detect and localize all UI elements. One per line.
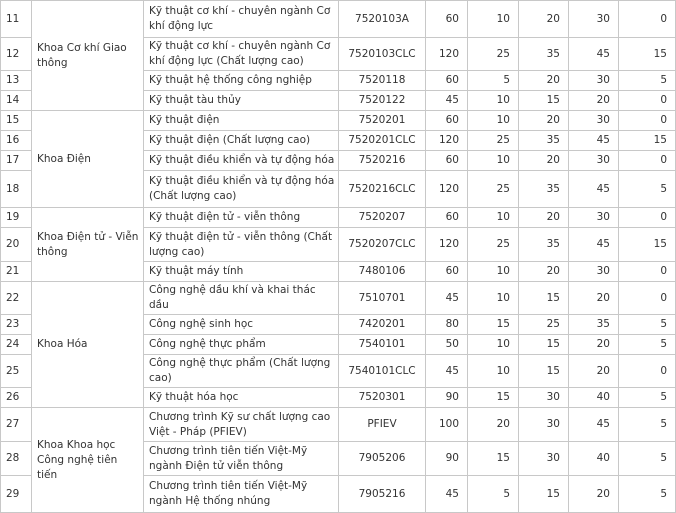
major-cell: Kỹ thuật điện tử - viễn thông xyxy=(144,208,339,228)
major-code-cell: 7510701 xyxy=(339,282,426,315)
table-row xyxy=(1,282,676,315)
value-cell: 10 xyxy=(468,282,519,315)
row-number: 19 xyxy=(1,208,32,228)
value-cell: 45 xyxy=(569,171,619,208)
faculty-cell: Khoa Điện xyxy=(32,111,144,208)
major-code-cell: 7520201 xyxy=(339,111,426,131)
value-cell: 35 xyxy=(519,131,569,151)
value-cell: 0 xyxy=(619,262,676,282)
major-code-cell: 7540101 xyxy=(339,335,426,355)
value-cell: 5 xyxy=(468,476,519,513)
value-cell: 45 xyxy=(426,91,468,111)
value-cell: 20 xyxy=(519,1,569,38)
row-number: 21 xyxy=(1,262,32,282)
value-cell: 20 xyxy=(468,408,519,442)
row-number: 29 xyxy=(1,476,32,513)
value-cell: 15 xyxy=(468,388,519,408)
value-cell: 25 xyxy=(468,171,519,208)
value-cell: 30 xyxy=(569,151,619,171)
major-code-cell: 7520216 xyxy=(339,151,426,171)
table-row xyxy=(1,208,676,228)
value-cell: 15 xyxy=(619,228,676,262)
value-cell: 45 xyxy=(569,38,619,71)
value-cell: 15 xyxy=(619,131,676,151)
faculty-cell: Khoa Hóa xyxy=(32,282,144,408)
value-cell: 0 xyxy=(619,151,676,171)
value-cell: 35 xyxy=(569,315,619,335)
value-cell: 20 xyxy=(519,111,569,131)
value-cell: 5 xyxy=(619,71,676,91)
major-cell: Kỹ thuật hệ thống công nghiệp xyxy=(144,71,339,91)
value-cell: 0 xyxy=(619,208,676,228)
row-number: 20 xyxy=(1,228,32,262)
value-cell: 35 xyxy=(519,228,569,262)
value-cell: 5 xyxy=(619,476,676,513)
value-cell: 25 xyxy=(468,228,519,262)
value-cell: 45 xyxy=(426,476,468,513)
value-cell: 60 xyxy=(426,1,468,38)
value-cell: 60 xyxy=(426,71,468,91)
major-code-cell: 7520207CLC xyxy=(339,228,426,262)
value-cell: 25 xyxy=(468,131,519,151)
major-cell: Kỹ thuật điện tử - viễn thông (Chất lượng cao) xyxy=(144,228,339,262)
value-cell: 15 xyxy=(468,315,519,335)
value-cell: 20 xyxy=(569,282,619,315)
table-body xyxy=(1,1,676,513)
major-cell: Công nghệ thực phẩm (Chất lượng cao) xyxy=(144,355,339,388)
major-cell: Chương trình tiên tiến Việt-Mỹ ngành Hệ thống nhúng xyxy=(144,476,339,513)
major-code-cell: 7520122 xyxy=(339,91,426,111)
value-cell: 15 xyxy=(519,335,569,355)
value-cell: 20 xyxy=(519,71,569,91)
value-cell: 5 xyxy=(619,171,676,208)
value-cell: 40 xyxy=(569,442,619,476)
major-cell: Kỹ thuật điều khiển và tự động hóa (Chất lượng cao) xyxy=(144,171,339,208)
row-number: 17 xyxy=(1,151,32,171)
value-cell: 60 xyxy=(426,208,468,228)
value-cell: 20 xyxy=(519,262,569,282)
value-cell: 30 xyxy=(519,408,569,442)
value-cell: 120 xyxy=(426,131,468,151)
row-number: 23 xyxy=(1,315,32,335)
major-code-cell: PFIEV xyxy=(339,408,426,442)
major-cell: Kỹ thuật hóa học xyxy=(144,388,339,408)
value-cell: 5 xyxy=(619,388,676,408)
major-code-cell: 7520207 xyxy=(339,208,426,228)
value-cell: 100 xyxy=(426,408,468,442)
value-cell: 20 xyxy=(569,91,619,111)
row-number: 11 xyxy=(1,1,32,38)
value-cell: 20 xyxy=(569,476,619,513)
value-cell: 10 xyxy=(468,91,519,111)
value-cell: 45 xyxy=(426,355,468,388)
value-cell: 30 xyxy=(569,71,619,91)
row-number: 14 xyxy=(1,91,32,111)
value-cell: 35 xyxy=(519,171,569,208)
major-code-cell: 7905206 xyxy=(339,442,426,476)
value-cell: 0 xyxy=(619,1,676,38)
value-cell: 5 xyxy=(619,408,676,442)
row-number: 13 xyxy=(1,71,32,91)
value-cell: 10 xyxy=(468,151,519,171)
value-cell: 120 xyxy=(426,38,468,71)
value-cell: 15 xyxy=(519,476,569,513)
major-cell: Công nghệ thực phẩm xyxy=(144,335,339,355)
major-cell: Chương trình Kỹ sư chất lượng cao Việt - Pháp (PFIEV) xyxy=(144,408,339,442)
table-row xyxy=(1,408,676,442)
major-cell: Công nghệ sinh học xyxy=(144,315,339,335)
major-code-cell: 7420201 xyxy=(339,315,426,335)
value-cell: 45 xyxy=(569,228,619,262)
value-cell: 40 xyxy=(569,388,619,408)
major-cell: Kỹ thuật máy tính xyxy=(144,262,339,282)
value-cell: 120 xyxy=(426,228,468,262)
table-row xyxy=(1,1,676,38)
value-cell: 0 xyxy=(619,355,676,388)
value-cell: 45 xyxy=(569,408,619,442)
value-cell: 0 xyxy=(619,111,676,131)
value-cell: 0 xyxy=(619,282,676,315)
value-cell: 10 xyxy=(468,111,519,131)
major-code-cell: 7540101CLC xyxy=(339,355,426,388)
value-cell: 10 xyxy=(468,262,519,282)
major-code-cell: 7520118 xyxy=(339,71,426,91)
value-cell: 5 xyxy=(468,71,519,91)
value-cell: 30 xyxy=(519,388,569,408)
value-cell: 15 xyxy=(519,355,569,388)
row-number: 26 xyxy=(1,388,32,408)
value-cell: 35 xyxy=(519,38,569,71)
value-cell: 50 xyxy=(426,335,468,355)
row-number: 18 xyxy=(1,171,32,208)
major-cell: Kỹ thuật điện (Chất lượng cao) xyxy=(144,131,339,151)
value-cell: 30 xyxy=(519,442,569,476)
value-cell: 25 xyxy=(468,38,519,71)
value-cell: 30 xyxy=(569,111,619,131)
row-number: 15 xyxy=(1,111,32,131)
major-code-cell: 7480106 xyxy=(339,262,426,282)
major-code-cell: 7520103A xyxy=(339,1,426,38)
major-code-cell: 7520216CLC xyxy=(339,171,426,208)
value-cell: 45 xyxy=(569,131,619,151)
value-cell: 80 xyxy=(426,315,468,335)
major-code-cell: 7905216 xyxy=(339,476,426,513)
value-cell: 90 xyxy=(426,388,468,408)
value-cell: 30 xyxy=(569,208,619,228)
row-number: 25 xyxy=(1,355,32,388)
value-cell: 5 xyxy=(619,335,676,355)
faculty-cell: Khoa Cơ khí Giao thông xyxy=(32,1,144,111)
value-cell: 30 xyxy=(569,262,619,282)
value-cell: 20 xyxy=(569,355,619,388)
value-cell: 10 xyxy=(468,335,519,355)
row-number: 27 xyxy=(1,408,32,442)
value-cell: 25 xyxy=(519,315,569,335)
value-cell: 20 xyxy=(569,335,619,355)
major-cell: Kỹ thuật tàu thủy xyxy=(144,91,339,111)
major-code-cell: 7520201CLC xyxy=(339,131,426,151)
row-number: 22 xyxy=(1,282,32,315)
value-cell: 10 xyxy=(468,208,519,228)
value-cell: 15 xyxy=(519,91,569,111)
major-cell: Kỹ thuật cơ khí - chuyên ngành Cơ khí động lực (Chất lượng cao) xyxy=(144,38,339,71)
value-cell: 30 xyxy=(569,1,619,38)
value-cell: 60 xyxy=(426,111,468,131)
faculty-cell: Khoa Khoa học Công nghệ tiên tiến xyxy=(32,408,144,513)
value-cell: 10 xyxy=(468,1,519,38)
faculty-cell: Khoa Điện tử - Viễn thông xyxy=(32,208,144,282)
value-cell: 5 xyxy=(619,442,676,476)
row-number: 28 xyxy=(1,442,32,476)
major-code-cell: 7520103CLC xyxy=(339,38,426,71)
value-cell: 10 xyxy=(468,355,519,388)
row-number: 12 xyxy=(1,38,32,71)
value-cell: 15 xyxy=(468,442,519,476)
value-cell: 20 xyxy=(519,208,569,228)
value-cell: 120 xyxy=(426,171,468,208)
major-cell: Công nghệ dầu khí và khai thác dầu xyxy=(144,282,339,315)
value-cell: 60 xyxy=(426,262,468,282)
value-cell: 5 xyxy=(619,315,676,335)
value-cell: 20 xyxy=(519,151,569,171)
value-cell: 15 xyxy=(519,282,569,315)
major-cell: Kỹ thuật cơ khí - chuyên ngành Cơ khí động lực xyxy=(144,1,339,38)
row-number: 24 xyxy=(1,335,32,355)
value-cell: 60 xyxy=(426,151,468,171)
table-row xyxy=(1,111,676,131)
value-cell: 15 xyxy=(619,38,676,71)
major-cell: Chương trình tiên tiến Việt-Mỹ ngành Điện tử viễn thông xyxy=(144,442,339,476)
major-cell: Kỹ thuật điện xyxy=(144,111,339,131)
value-cell: 0 xyxy=(619,91,676,111)
value-cell: 45 xyxy=(426,282,468,315)
major-cell: Kỹ thuật điều khiển và tự động hóa xyxy=(144,151,339,171)
major-code-cell: 7520301 xyxy=(339,388,426,408)
value-cell: 90 xyxy=(426,442,468,476)
row-number: 16 xyxy=(1,131,32,151)
